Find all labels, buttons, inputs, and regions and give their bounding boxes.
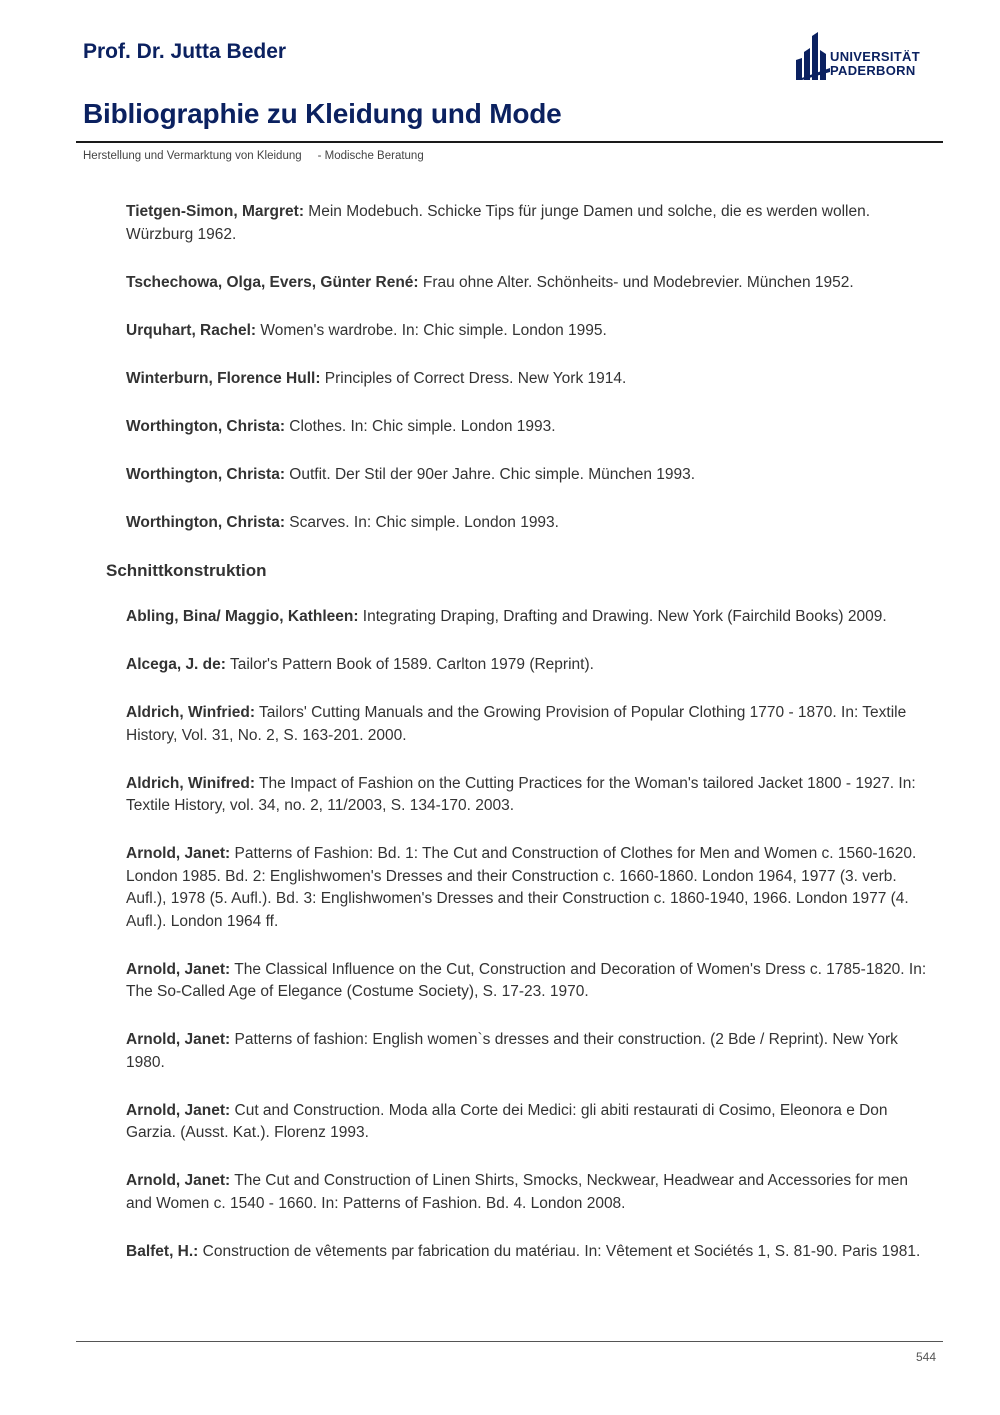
entry-text: Cut and Construction. Moda alla Corte dei Medici: gli abiti restaurati di Cosimo, Eleonora e Don Garzia. (Ausst. Kat.). Florenz 1993.: [126, 1101, 888, 1141]
entry-text: Scarves. In: Chic simple. London 1993.: [285, 513, 559, 531]
entry-text: Outfit. Der Stil der 90er Jahre. Chic simple. München 1993.: [285, 465, 696, 483]
bibliography-entry: [126, 843, 932, 933]
entry-text: Tailors' Cutting Manuals and the Growing Provision of Popular Clothing 1770 - 1870. In: Textile History, Vol. 31, No. 2, S. 163-201. 2000.: [126, 704, 907, 744]
bibliography-entry: [126, 464, 932, 487]
entry-author: Worthington, Christa:: [126, 417, 285, 435]
entry-text: Tailor's Pattern Book of 1589. Carlton 1979 (Reprint).: [225, 656, 594, 673]
bibliography-entry: [126, 512, 932, 535]
entry-text: Construction de vêtements par fabrication du matériau. In: Vêtement et Sociétés 1, S. 81-90. Paris 1981.: [198, 1242, 921, 1260]
entry-author: Aldrich, Winfried:: [126, 704, 256, 721]
bibliography-entry: [126, 606, 932, 629]
entry-text: Integrating Draping, Drafting and Drawing. New York (Fairchild Books) 2009.: [358, 608, 887, 625]
footer-divider: [76, 1341, 943, 1342]
bibliography-entry: [126, 702, 932, 747]
entry-author: Tietgen-Simon, Margret:: [126, 203, 304, 220]
entry-text: The Cut and Construction of Linen Shirts, Smocks, Neckwear, Headwear and Accessories for men and Women c. 1540 - 1660. In: Patterns of Fashion. Bd. 4. London 2008.: [126, 1172, 908, 1212]
document-subtitle: Herstellung und Vermarktung von Kleidung - Modische Beratung: [83, 150, 424, 162]
logo-text: [830, 50, 920, 78]
entry-author: Winterburn, Florence Hull:: [126, 369, 321, 387]
entry-author: Arnold, Janet:: [126, 960, 231, 978]
logo-line-1: UNIVERSITÄT: [830, 49, 920, 64]
entry-text: The Impact of Fashion on the Cutting Practices for the Woman's tailored Jacket 1800 - 1927. In: Textile History, vol. 34, no. 2, 11/2003, S. 134-170. 2003.: [126, 774, 916, 814]
entry-text: Patterns of Fashion: Bd. 1: The Cut and Construction of Clothes for Men and Women c. 1560-1620. London 1985. Bd. 2: Englishwomen's Dresses and their Construction c. 1660-1860. London 1964, 1977 (3. verb. Aufl.), 1978 (5. Aufl.). Bd. 3: Englishwomen's Dresses and their Construction c. 1860-1940, 1966. London 1977 (4. Aufl.). London 1964 ff.: [126, 845, 917, 930]
entry-author: Worthington, Christa:: [126, 513, 285, 531]
entry-author: Alcega, J. de:: [126, 656, 226, 673]
bibliography-entry: [126, 201, 932, 246]
bibliography-entry: [126, 959, 932, 1004]
document-title: Bibliographie zu Kleidung und Mode: [83, 98, 562, 129]
entry-text: Clothes. In: Chic simple. London 1993.: [285, 417, 556, 435]
bibliography-entry: [126, 1029, 932, 1074]
header-divider: [76, 141, 943, 143]
entry-author: Arnold, Janet:: [126, 845, 231, 862]
entry-author: Aldrich, Winifred:: [126, 774, 256, 792]
bibliography-entry: [126, 320, 932, 343]
entry-author: Arnold, Janet:: [126, 1031, 231, 1048]
bibliography-entry: [126, 368, 932, 391]
bibliography-entry: [126, 416, 932, 439]
bibliography-entry: [126, 1241, 932, 1264]
bibliography-entry: [126, 1100, 932, 1145]
author-name: Prof. Dr. Jutta Beder: [83, 40, 287, 63]
entry-text: Women's wardrobe. In: Chic simple. London 1995.: [256, 321, 607, 339]
university-logo-icon: [794, 30, 830, 82]
bibliography-entry: [126, 1170, 932, 1215]
entry-author: Arnold, Janet:: [126, 1101, 231, 1119]
entry-author: Urquhart, Rachel:: [126, 321, 257, 339]
page-number: 544: [915, 1350, 936, 1364]
section-heading: Schnittkonstruktion: [106, 561, 267, 580]
bibliography-entry: [126, 654, 932, 677]
entry-text: Mein Modebuch. Schicke Tips für junge Damen und solche, die es werden wollen. Würzburg 1962.: [126, 203, 871, 243]
entry-author: Tschechowa, Olga, Evers, Günter René:: [126, 273, 419, 291]
entry-text: Frau ohne Alter. Schönheits- und Modebrevier. München 1952.: [418, 273, 854, 291]
entry-text: The Classical Influence on the Cut, Construction and Decoration of Women's Dress c. 1785-1820. In: The So-Called Age of Elegance (Costume Society), S. 17-23. 1970.: [126, 960, 927, 1000]
entry-text: Patterns of fashion: English women`s dresses and their construction. (2 Bde / Reprint). New York 1980.: [126, 1031, 898, 1071]
entry-text: Principles of Correct Dress. New York 1914.: [320, 369, 627, 387]
entry-author: Balfet, H.:: [126, 1242, 199, 1260]
bibliography-entry: [126, 272, 932, 295]
entry-author: Abling, Bina/ Maggio, Kathleen:: [126, 608, 359, 625]
entry-author: Worthington, Christa:: [126, 465, 285, 483]
logo-line-2: PADERBORN: [830, 63, 916, 78]
bibliography-entry: [126, 773, 932, 818]
university-logo[interactable]: [794, 30, 934, 82]
bibliography-list: [106, 201, 932, 1289]
entry-author: Arnold, Janet:: [126, 1172, 231, 1189]
